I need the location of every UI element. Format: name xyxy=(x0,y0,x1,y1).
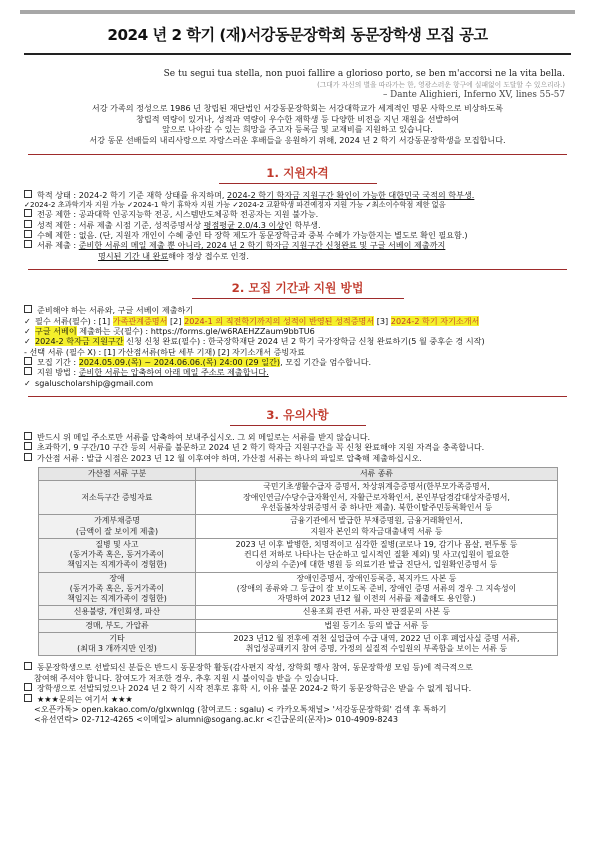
table-cell: 금융기관에서 발급한 부채증명원, 금융거래확인서, 지원자 본인의 학자금대출내역 서류 등 xyxy=(196,515,558,539)
apply-income-bracket: ✓ 2024-2 학자금 지원구간 신청 신청 완료(필수) : 한국장학재단 2024 년 2 학기 국가장학금 신청 완료하기(5 월 중후순 경 시작) xyxy=(24,336,485,347)
intro-line: 서강 동문 선배들의 내리사랑으로 자랑스러운 후배들을 응원하기 위해, 2024 년 2 학기 서강동문장학생을 모집합니다. xyxy=(89,134,506,145)
note-bracket-required: 초과학기, 9 구간/10 구간 등의 서류를 불문하고 2024 년 2 학기 학자금 지원구간을 꼭 신청 완료해야 지원 자격을 충족합니다. xyxy=(24,442,571,452)
checkbox-icon xyxy=(24,190,32,198)
apply-survey: ✓ 구글 서베이 제출하는 곳(필수) : https://forms.gle/w6RAEHZZaum9bbTU6 xyxy=(24,325,315,336)
check-icon: ✓ xyxy=(24,336,31,347)
apply-method: 지원 방법 : 준비한 서류는 압축하여 아래 메일 주소로 제출합니다. xyxy=(24,367,571,377)
checkbox-icon xyxy=(24,453,32,461)
intro-line: 창립적 역량이 있거나, 성적과 역량이 우수한 재학생 등 다양한 비전을 지닌 재원을 선발하여 xyxy=(136,113,459,124)
table-cell: 질병 및 사고 (동거가족 혹은, 동거가족이 책임지는 직계가족이 경험한) xyxy=(39,538,196,572)
apply-optional-docs: - 선택 서류 (필수 X) : [1] 가산점서류(하단 세부 기재) [2] 자기소개서 증빙자료 xyxy=(24,346,305,357)
section-underline xyxy=(219,183,377,184)
apply-prep: 준비해야 하는 서류와, 구글 서베이 제출하기 xyxy=(24,305,571,315)
intro-line: 앞으로 나아갈 수 있는 희망을 주고자 등록금 및 교재비를 지원하고 있습니다. xyxy=(162,124,433,135)
section-title-notes: 3. 유의사항 xyxy=(266,408,329,423)
table-row xyxy=(39,632,558,656)
eligibility-notes: ✓2024-2 초과학기자 지원 가능 ✓2024-1 학기 휴학자 지원 가능 ✓2024-2 교환학생 파견예정자 지원 가능 ✓최소이수학점 제한 없음 xyxy=(24,200,446,210)
eligibility-submission-cont: 명시된 기간 내 완료해야 정상 접수로 인정. xyxy=(98,250,249,261)
quote-italian: Se tu segui tua stella, non puoi fallire a glorioso porto, se ben m'accorsi ne la vita bella. xyxy=(163,69,565,80)
table-row xyxy=(39,538,558,572)
section-underline xyxy=(192,298,404,299)
checkbox-icon xyxy=(24,662,32,670)
eligibility-status: 학적 상태 : 2024-2 학기 기준 재학 상태를 유지하며, 2024-2 학기 학자금 지원구간 확인이 가능한 대한민국 국적의 학부생. xyxy=(24,190,571,200)
survey-link[interactable]: https://forms.gle/w6RAEHZZaum9bbTU6 xyxy=(150,325,315,336)
checkbox-icon xyxy=(24,240,32,248)
checkbox-icon xyxy=(24,230,32,238)
table-cell: 경매, 부도, 가압류 xyxy=(39,619,196,632)
table-cell: 장애 (동거가족 혹은, 동거가족이 책임지는 직계가족이 경험한) xyxy=(39,572,196,606)
checkbox-icon xyxy=(24,305,32,313)
checkbox-icon xyxy=(24,209,32,217)
checkbox-icon xyxy=(24,432,32,440)
table-cell: 기타 (최대 3 개까지만 인정) xyxy=(39,632,196,656)
apply-required-docs: ✓ 필수 서류(필수) : [1] 가족관계증명서 [2] 2024-1 의 직전학기까지의 성적이 반영된 성적증명서 [3] 2024-2 학기 자기소개서 xyxy=(24,315,480,326)
note-activity-cont: 참여해 주셔야 합니다. 참여도가 저조한 경우, 추후 지원 시 불이익을 받을 수 있습니다. xyxy=(34,672,339,683)
table-row xyxy=(39,572,558,606)
checkbox-icon xyxy=(24,367,32,375)
contact-chat[interactable]: <오픈카톡> open.kakao.com/o/glxwnlqg (참여코드 : sgalu) < 카카오톡채널> '서강동문장학회' 검색 후 톡하기 xyxy=(34,703,447,714)
eligibility-gpa: 성적 제한 : 서류 제출 시점 기준, 성적증명서상 평점평균 2.0/4.3 이상인 학부생. xyxy=(24,220,571,230)
intro-paragraph xyxy=(24,103,571,146)
top-divider xyxy=(20,10,575,14)
checkbox-icon xyxy=(24,694,32,702)
table-cell: 장애인증명서, 장애인등록증, 복지카드 사본 등 (장애의 종류와 그 등급이 잘 보이도록 준비, 장애인 증명 서류의 경우 그 지속성이 자명하여 2023 년12 월 이전의 서류를 제출해도 용인함.) xyxy=(196,572,558,606)
checkbox-icon xyxy=(24,220,32,228)
table-row xyxy=(39,606,558,619)
eligibility-major: 전공 제한 : 공과대학 인공지능학 전공, 시스템반도체공학 전공자는 지원 불가능. xyxy=(24,209,571,219)
table-header: 가산점 서류 구분 xyxy=(39,468,196,481)
title-divider xyxy=(24,53,571,55)
check-icon: ✓ xyxy=(24,377,31,388)
intro-line: 서강 가족의 정성으로 1986 년 창립된 재단법인 서강동문장학회는 서강대학교가 세계적인 명문 사학으로 비상하도록 xyxy=(91,102,504,113)
table-header: 서류 종류 xyxy=(196,468,558,481)
page-title: 2024 년 2 학기 (재)서강동문장학회 동문장학생 모집 공고 xyxy=(107,26,488,44)
section-divider xyxy=(28,269,567,270)
note-activity: 동문장학생으로 선발되신 분들은 반드시 동문장학 활동(감사편지 작성, 장학회 행사 참여, 동문장학생 모임 등)에 적극적으로 xyxy=(24,662,571,672)
table-cell: 2023 년12 월 전후에 겪천 실업급여 수급 내역, 2022 년 이후 폐업사실 증명 서류, 취업성공패키지 참여 증명, 가정의 실질적 수입원의 부족함을 보이는 서류 등 xyxy=(196,632,558,656)
table-cell: 가계부채증명 (금액이 잘 보이게 제출) xyxy=(39,515,196,539)
table-cell: 국민기초생활수급자 증명서, 차상위계층증명서(한부모가족증명서, 장애인연금/수당수급자확인서, 자활근로자확인서, 본인부담경감대상자증명서, 우선돌봄차상위증명서 중 하나만 제출). 북한이탈주민등록확인서 등 xyxy=(196,481,558,515)
table-row xyxy=(39,481,558,515)
table-row xyxy=(39,619,558,632)
apply-email xyxy=(24,378,571,388)
quote-korean: (그대가 자신의 별을 따라가는 한, 영광스러운 항구에 실패없이 도달할 수 있으리라.) xyxy=(317,80,565,89)
table-cell: 신용조회 관련 서류, 파산 판결문의 사본 등 xyxy=(196,606,558,619)
checkbox-icon xyxy=(24,442,32,450)
eligibility-submission: 서류 제출 : 준비한 서류의 메일 제출 뿐 아니라, 2024 년 2 학기 학자금 지원구간 신청완료 및 구글 서베이 제출까지 xyxy=(24,240,571,250)
checkbox-icon xyxy=(24,683,32,691)
section-title-application: 2. 모집 기간과 지원 방법 xyxy=(231,281,364,296)
note-contact-heading: ★★★문의는 여기서 ★★★ xyxy=(24,694,571,704)
table-header-row xyxy=(39,468,558,481)
table-cell: 2023 년 이후 발병한, 치명적이고 심각한 질병(코로나 19, 감기나 몸살, 편두통 등 컨디션 저하로 나타나는 단순하고 일시적인 질환 제외) 및 사고(입원이 필요한 이상의 수준)에 대한 병원 등 의료기관 발급 진단서, 입원확인증명서 등 xyxy=(196,538,558,572)
apply-period: 모집 기간 : 2024.05.09.(목) ~ 2024.06.06.(목) 24:00 (29 일간), 모집 기간을 엄수합니다. xyxy=(24,357,571,367)
note-email-only: 반드시 위 메일 주소로만 서류를 압축하여 보내주십시오. 그 외 메일로는 서류를 받지 않습니다. xyxy=(24,432,571,442)
check-icon: ✓ xyxy=(24,325,31,336)
eligibility-duplicate: 수혜 제한 : 없음. (단, 지원자 개인이 수혜 중인 타 장학 제도가 동문장학금과 중복 수혜가 가능한지는 별도로 확인 필요함.) xyxy=(24,230,571,240)
section-divider xyxy=(28,396,567,397)
table-cell: 저소득구간 증빙자료 xyxy=(39,481,196,515)
table-row xyxy=(39,515,558,539)
checkbox-icon xyxy=(24,357,32,365)
bonus-docs-table xyxy=(38,467,558,656)
apply-email-link[interactable]: sgaluscholarship@gmail.com xyxy=(35,377,154,388)
contact-phone-email[interactable]: <유선연락> 02-712-4265 <이메일> alumni@sogang.ac.kr <긴급문의(문자)> 010-4909-8243 xyxy=(34,714,398,725)
note-leave: 장학생으로 선발되었으나 2024 년 2 학기 시작 전후로 휴학 시, 이유 불문 2024-2 학기 동문장학금은 받을 수 없게 됩니다. xyxy=(24,683,571,693)
table-cell: 신용불량, 개인회생, 파산 xyxy=(39,606,196,619)
note-bonus-docs: 가산점 서류 : 발급 시점은 2023 년 12 월 이후여야 하며, 가산점 서류는 하나의 파일로 압축해 제출하십시오. xyxy=(24,453,571,463)
quote-author: – Dante Alighieri, Inferno XV, lines 55-57 xyxy=(382,89,565,100)
section-title-eligibility: 1. 지원자격 xyxy=(266,165,329,180)
section-underline xyxy=(230,425,366,426)
check-icon: ✓ xyxy=(24,315,31,326)
section-divider xyxy=(28,154,567,155)
table-cell: 법원 등기소 등의 발급 서류 등 xyxy=(196,619,558,632)
